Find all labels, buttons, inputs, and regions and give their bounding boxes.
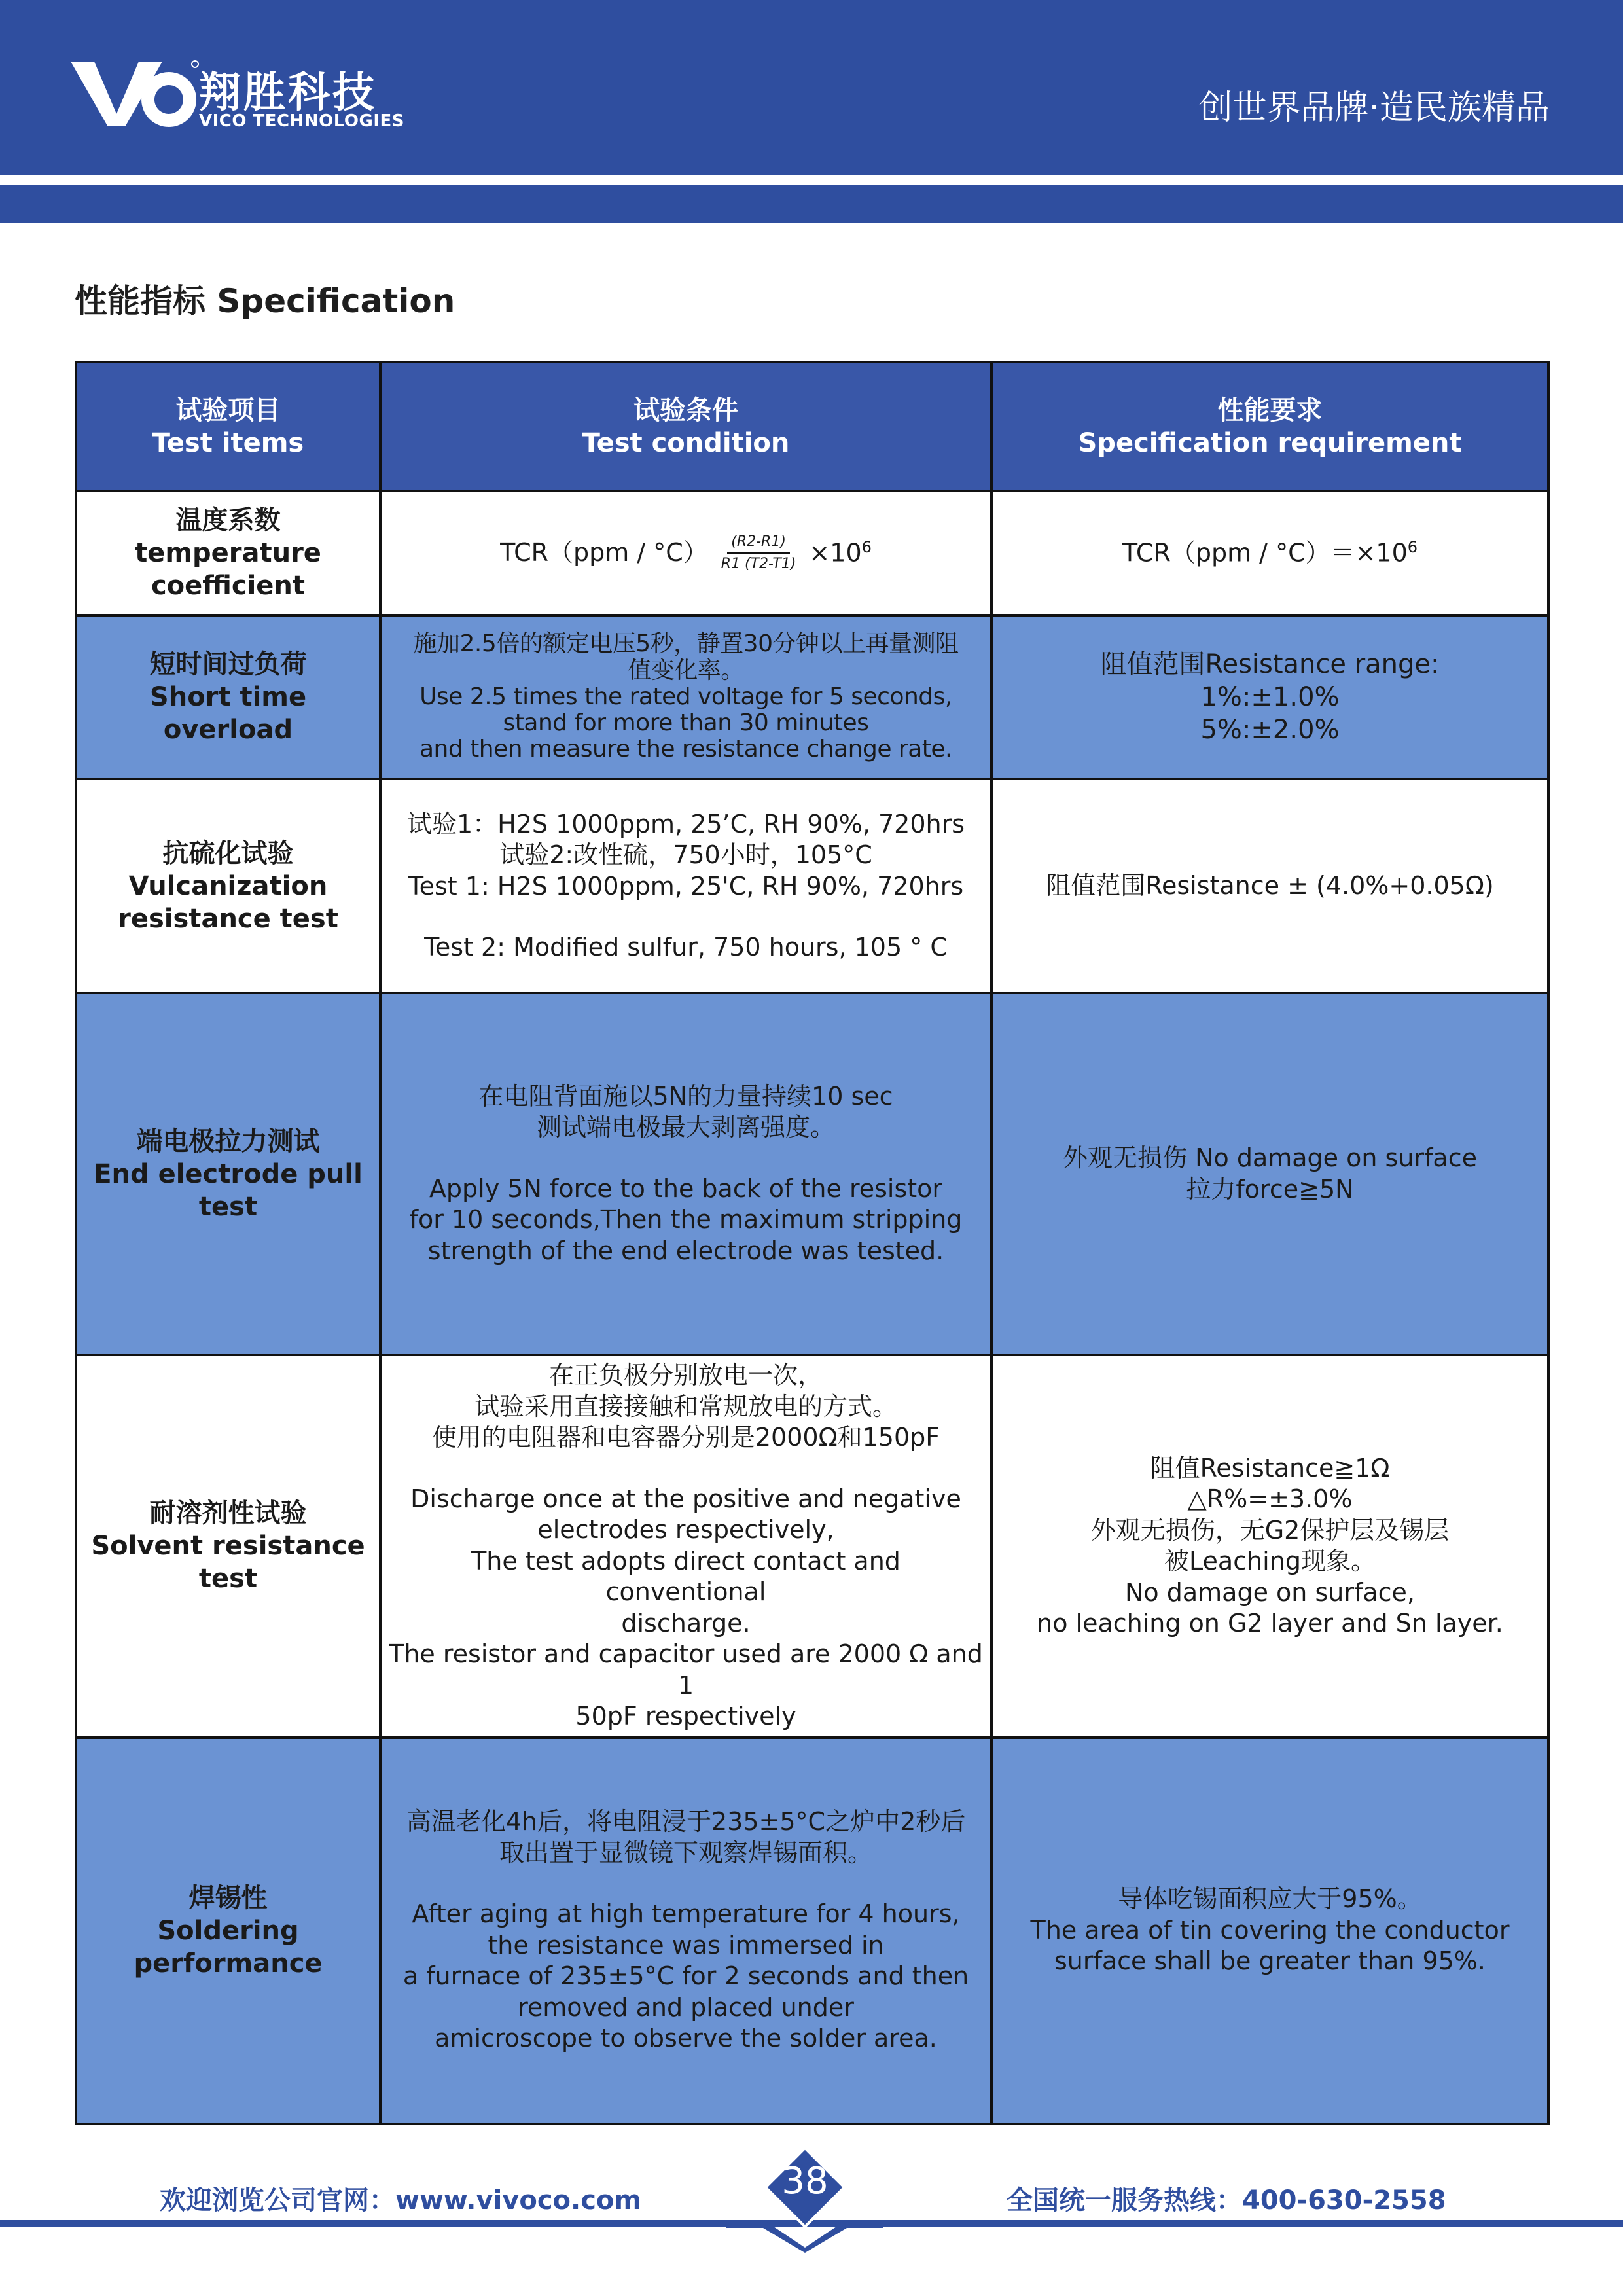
condition-line: After aging at high temperature for 4 hours, <box>412 1899 960 1929</box>
condition-line: a furnace of 235±5°C for 2 seconds and then <box>402 1962 969 1991</box>
test-condition-cell <box>380 779 991 993</box>
condition-line: 在正负极分别放电一次， <box>548 1361 823 1390</box>
condition-line: discharge. <box>621 1608 751 1638</box>
test-condition-cell <box>380 615 991 779</box>
condition-line: 使用的电阻器和电容器分别是2000Ω和150pF <box>431 1423 940 1452</box>
condition-line: electrodes respectively, <box>537 1515 834 1544</box>
item-en: temperature coefficient <box>135 538 321 601</box>
condition-line: 在电阻背面施以5N的力量持续10 sec <box>478 1081 893 1111</box>
condition-line: 高温老化4h后，将电阻浸于235±5°C之炉中2秒后 <box>406 1807 966 1837</box>
requirement-line: 阻值范围Resistance range: <box>1100 649 1440 679</box>
requirement-line: 外观无损伤 No damage on surface <box>1063 1143 1477 1172</box>
header-slogan: 创世界品牌·造民族精品 <box>1198 88 1550 128</box>
header-sub-bar <box>0 185 1623 223</box>
header-cn: 试验条件 <box>633 395 738 425</box>
test-condition-cell <box>380 993 991 1355</box>
requirement-exponent: 6 <box>1407 537 1418 556</box>
condition-line: 值变化率。 <box>628 656 744 684</box>
condition-line: Apply 5N force to the back of the resistor <box>429 1174 943 1203</box>
test-item-cell <box>76 1355 380 1738</box>
condition-line: Test 1: H2S 1000ppm, 25'C, RH 90%, 720hrs <box>408 871 964 901</box>
item-cn: 耐溶剂性试验 <box>149 1498 307 1529</box>
item-cn: 端电极拉力测试 <box>136 1126 320 1157</box>
vo-logo-icon <box>71 58 202 130</box>
footer-website[interactable]: 欢迎浏览公司官网：www.vivoco.com <box>160 2185 642 2215</box>
specification-table <box>75 361 1550 2125</box>
condition-line: 取出置于显微镜下观察焊锡面积。 <box>499 1838 872 1867</box>
condition-line: The test adopts direct contact and conventional <box>471 1546 901 1606</box>
requirement-line: △R%=±3.0% <box>1187 1484 1353 1514</box>
table-row <box>76 491 1548 615</box>
test-item-cell <box>76 491 380 615</box>
requirement-line: 阻值Resistance≧1Ω <box>1150 1453 1390 1482</box>
item-cn: 焊锡性 <box>188 1882 268 1913</box>
condition-line: Test 2: Modified sulfur, 750 hours, 105 ° C <box>424 933 948 961</box>
condition-line: 试验1：H2S 1000ppm, 25’C, RH 90%, 720hrs <box>406 809 965 838</box>
requirement-line: 拉力force≧5N <box>1186 1174 1354 1204</box>
multiplier-base: ×10 <box>809 538 862 567</box>
header-divider <box>0 175 1623 185</box>
header-cn: 性能要求 <box>1217 395 1323 425</box>
header-test-items <box>76 362 380 491</box>
test-item-cell <box>76 993 380 1355</box>
table-row <box>76 779 1548 993</box>
requirement-cell <box>991 1355 1548 1738</box>
tcr-prefix: TCR（ppm / °C） <box>500 538 708 567</box>
table-row <box>76 615 1548 779</box>
test-item-cell <box>76 1738 380 2124</box>
requirement-line: no leaching on G2 layer and Sn layer. <box>1037 1609 1503 1638</box>
requirement-line: 导体吃锡面积应大于95%。 <box>1118 1884 1422 1914</box>
requirement-cell <box>991 779 1548 993</box>
item-en: Short time overload <box>149 682 307 745</box>
item-cn: 短时间过负荷 <box>149 649 307 679</box>
requirement-cell <box>991 1738 1548 2124</box>
condition-line: 测试端电极最大剥离强度。 <box>536 1113 835 1142</box>
multiplier-exponent: 6 <box>861 537 872 556</box>
condition-line: the resistance was immersed in <box>488 1930 884 1960</box>
requirement-line: The area of tin covering the conductor <box>1030 1915 1510 1945</box>
requirement-line: 5%:±2.0% <box>1200 715 1340 745</box>
header-en: Specification requirement <box>1078 427 1462 458</box>
header-en: Test items <box>152 427 304 458</box>
spacer <box>388 902 984 932</box>
tcr-multiplier <box>809 537 871 569</box>
header-specification-requirement <box>991 362 1548 491</box>
logo-english-name: VICO TECHNOLOGIES <box>199 111 404 131</box>
test-condition-cell <box>380 491 991 615</box>
condition-line: amicroscope to observe the solder area. <box>435 2024 937 2053</box>
test-item-cell <box>76 615 380 779</box>
item-en: Vulcanization <box>128 870 328 901</box>
tcr-fraction <box>717 533 800 573</box>
condition-line: removed and placed under <box>518 1992 854 2022</box>
condition-line: 试验采用直接接触和常规放电的方式。 <box>474 1391 897 1421</box>
requirement-line: 外观无损伤，无G2保护层及锡层 <box>1090 1515 1450 1545</box>
condition-line: The resistor and capacitor used are 2000 Ω and 1 <box>389 1640 983 1700</box>
requirement-line: surface shall be greater than 95%. <box>1054 1946 1486 1976</box>
condition-line: and then measure the resistance change rate. <box>419 736 953 763</box>
requirement-line: 被Leaching现象。 <box>1164 1547 1376 1576</box>
tcr-formula <box>500 533 872 573</box>
company-logo <box>71 58 411 136</box>
table-row <box>76 1355 1548 1738</box>
header-en: Test condition <box>582 427 790 458</box>
table-row <box>76 993 1548 1355</box>
header-test-condition <box>380 362 991 491</box>
fraction-denominator: R1 (T2-T1) <box>721 555 796 572</box>
item-en: resistance test <box>118 903 338 934</box>
requirement-line: No damage on surface, <box>1125 1577 1415 1607</box>
item-en: Soldering performance <box>134 1915 323 1979</box>
table-row <box>76 1738 1548 2124</box>
item-en: End electrode pull test <box>94 1158 363 1222</box>
condition-line: 试验2:改性硫，750小时，105°C <box>499 840 872 869</box>
condition-line: stand for more than 30 minutes <box>503 709 869 737</box>
requirement-text: TCR（ppm / °C）＝×10 <box>1122 538 1408 567</box>
table-header-row <box>76 362 1548 491</box>
page-number: 38 <box>781 2160 829 2202</box>
spacer <box>388 1143 984 1174</box>
requirement-cell <box>991 491 1548 615</box>
footer-hotline: 全国统一服务热线：400-630-2558 <box>1007 2185 1446 2215</box>
condition-line: 50pF respectively <box>575 1702 796 1731</box>
fraction-numerator: (R2-R1) <box>727 533 790 554</box>
requirement-cell <box>991 993 1548 1355</box>
logo-chinese-name: 翔胜科技 <box>199 68 377 117</box>
test-condition-cell <box>380 1738 991 2124</box>
item-cn: 温度系数 <box>175 505 281 535</box>
spacer <box>388 1869 984 1899</box>
spacer <box>388 1454 984 1484</box>
requirement-cell <box>991 615 1548 779</box>
condition-line: 施加2.5倍的额定电压5秒，静置30分钟以上再量测阻 <box>413 630 959 658</box>
item-cn: 抗硫化试验 <box>162 838 294 869</box>
header-cn: 试验项目 <box>175 395 281 425</box>
test-item-cell <box>76 779 380 993</box>
condition-line: for 10 seconds,Then the maximum stripping <box>409 1205 963 1234</box>
requirement-line: 阻值范围Resistance ± (4.0%+0.05Ω) <box>1046 870 1494 900</box>
test-condition-cell <box>380 1355 991 1738</box>
condition-line: Use 2.5 times the rated voltage for 5 seconds, <box>419 683 952 710</box>
condition-line: strength of the end electrode was tested. <box>427 1236 944 1265</box>
requirement-line: 1%:±1.0% <box>1200 682 1340 712</box>
section-title: 性能指标 Specification <box>75 282 455 320</box>
item-en: Solvent resistance test <box>91 1531 365 1594</box>
condition-line: Discharge once at the positive and negative <box>410 1484 961 1513</box>
